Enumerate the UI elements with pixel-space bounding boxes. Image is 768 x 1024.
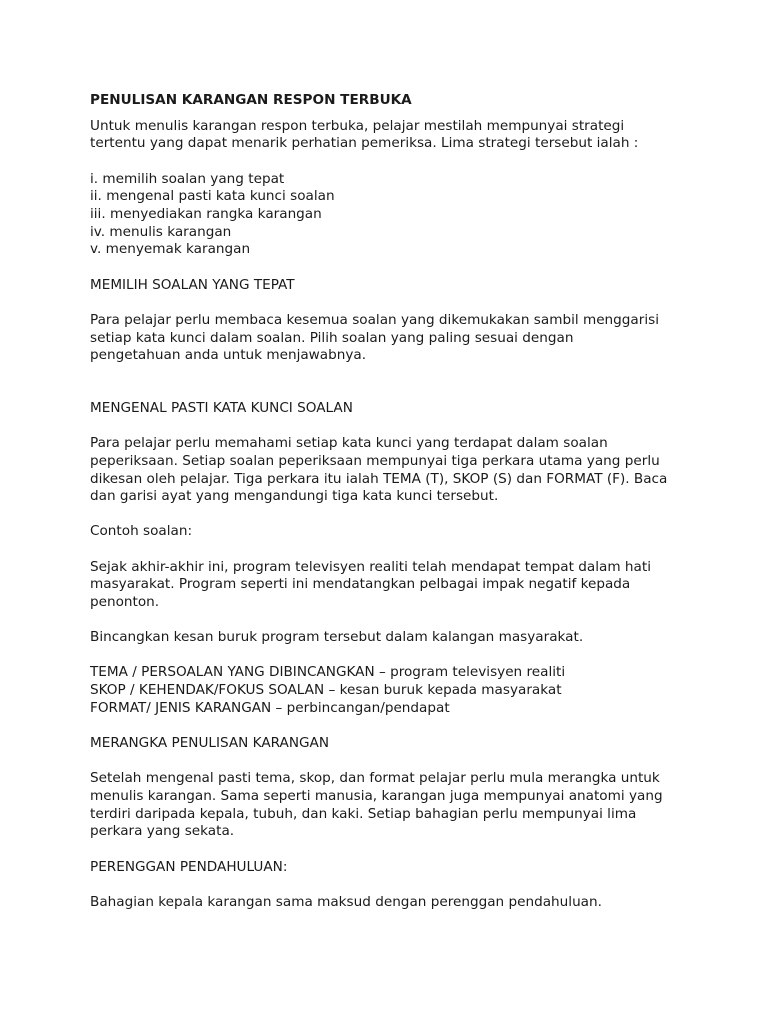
section1-paragraph <box>90 312 690 365</box>
strategy-item: ii. mengenal pasti kata kunci soalan <box>90 188 335 205</box>
example-question: Bincangkan kesan buruk program tersebut dalam kalangan masyarakat. <box>90 629 584 646</box>
section-heading-keywords: MENGENAL PASTI KATA KUNCI SOALAN <box>90 399 353 416</box>
keyword-list <box>90 664 690 717</box>
strategy-item: iv. menulis karangan <box>90 223 232 240</box>
paragraph-line: peperiksaan. Setiap soalan peperiksaan mempunyai tiga perkara utama yang perlu <box>90 452 660 469</box>
document-body <box>90 92 690 912</box>
paragraph-line: terdiri daripada kepala, tubuh, dan kaki. Setiap bahagian perlu mempunyai lima <box>90 805 637 822</box>
strategy-item: v. menyemak karangan <box>90 241 251 258</box>
strategy-item: iii. menyediakan rangka karangan <box>90 206 322 223</box>
keyword-item: SKOP / KEHENDAK/FOKUS SOALAN – kesan buruk kepada masyarakat <box>90 682 562 699</box>
keyword-item: TEMA / PERSOALAN YANG DIBINCANGKAN – program televisyen realiti <box>90 664 566 681</box>
paragraph-line: pengetahuan anda untuk menjawabnya. <box>90 347 367 364</box>
paragraph-line: masyarakat. Program seperti ini mendatangkan pelbagai impak negatif kepada <box>90 576 631 593</box>
keyword-item: FORMAT/ JENIS KARANGAN – perbincangan/pendapat <box>90 699 450 716</box>
strategy-list <box>90 171 690 260</box>
paragraph-line: menulis karangan. Sama seperti manusia, karangan juga mempunyai anatomi yang <box>90 787 663 804</box>
paragraph-line: dan garisi ayat yang mengandungi tiga kata kunci tersebut. <box>90 488 499 505</box>
paragraph-line: penonton. <box>90 594 160 611</box>
paragraph-line: Para pelajar perlu membaca kesemua soalan yang dikemukakan sambil menggarisi <box>90 311 659 328</box>
paragraph-line: Setelah mengenal pasti tema, skop, dan format pelajar perlu mula merangka untuk <box>90 770 660 787</box>
paragraph-line: setiap kata kunci dalam soalan. Pilih soalan yang paling sesuai dengan <box>90 329 574 346</box>
section-heading-choose-question: MEMILIH SOALAN YANG TEPAT <box>90 276 295 293</box>
example-text <box>90 559 690 612</box>
document-title: PENULISAN KARANGAN RESPON TERBUKA <box>90 92 412 108</box>
strategy-item: i. memilih soalan yang tepat <box>90 170 285 187</box>
paragraph-line: Para pelajar perlu memahami setiap kata kunci yang terdapat dalam soalan <box>90 435 608 452</box>
section3-paragraph <box>90 770 690 841</box>
paragraph-line: perkara yang sekata. <box>90 823 235 840</box>
section4-paragraph: Bahagian kepala karangan sama maksud dengan perenggan pendahuluan. <box>90 893 602 910</box>
section-heading-outline: MERANGKA PENULISAN KARANGAN <box>90 735 330 752</box>
paragraph-line: Sejak akhir-akhir ini, program televisyen realiti telah mendapat tempat dalam hati <box>90 558 651 575</box>
paragraph-line: dikesan oleh pelajar. Tiga perkara itu ialah TEMA (T), SKOP (S) dan FORMAT (F). Baca <box>90 470 668 487</box>
intro-paragraph <box>90 118 690 153</box>
section2-paragraph <box>90 435 690 506</box>
intro-line: Untuk menulis karangan respon terbuka, pelajar mestilah mempunyai strategi <box>90 117 625 134</box>
example-label: Contoh soalan: <box>90 523 193 540</box>
section-heading-introduction: PERENGGAN PENDAHULUAN: <box>90 858 288 875</box>
intro-line: tertentu yang dapat menarik perhatian pemeriksa. Lima strategi tersebut ialah : <box>90 135 639 152</box>
